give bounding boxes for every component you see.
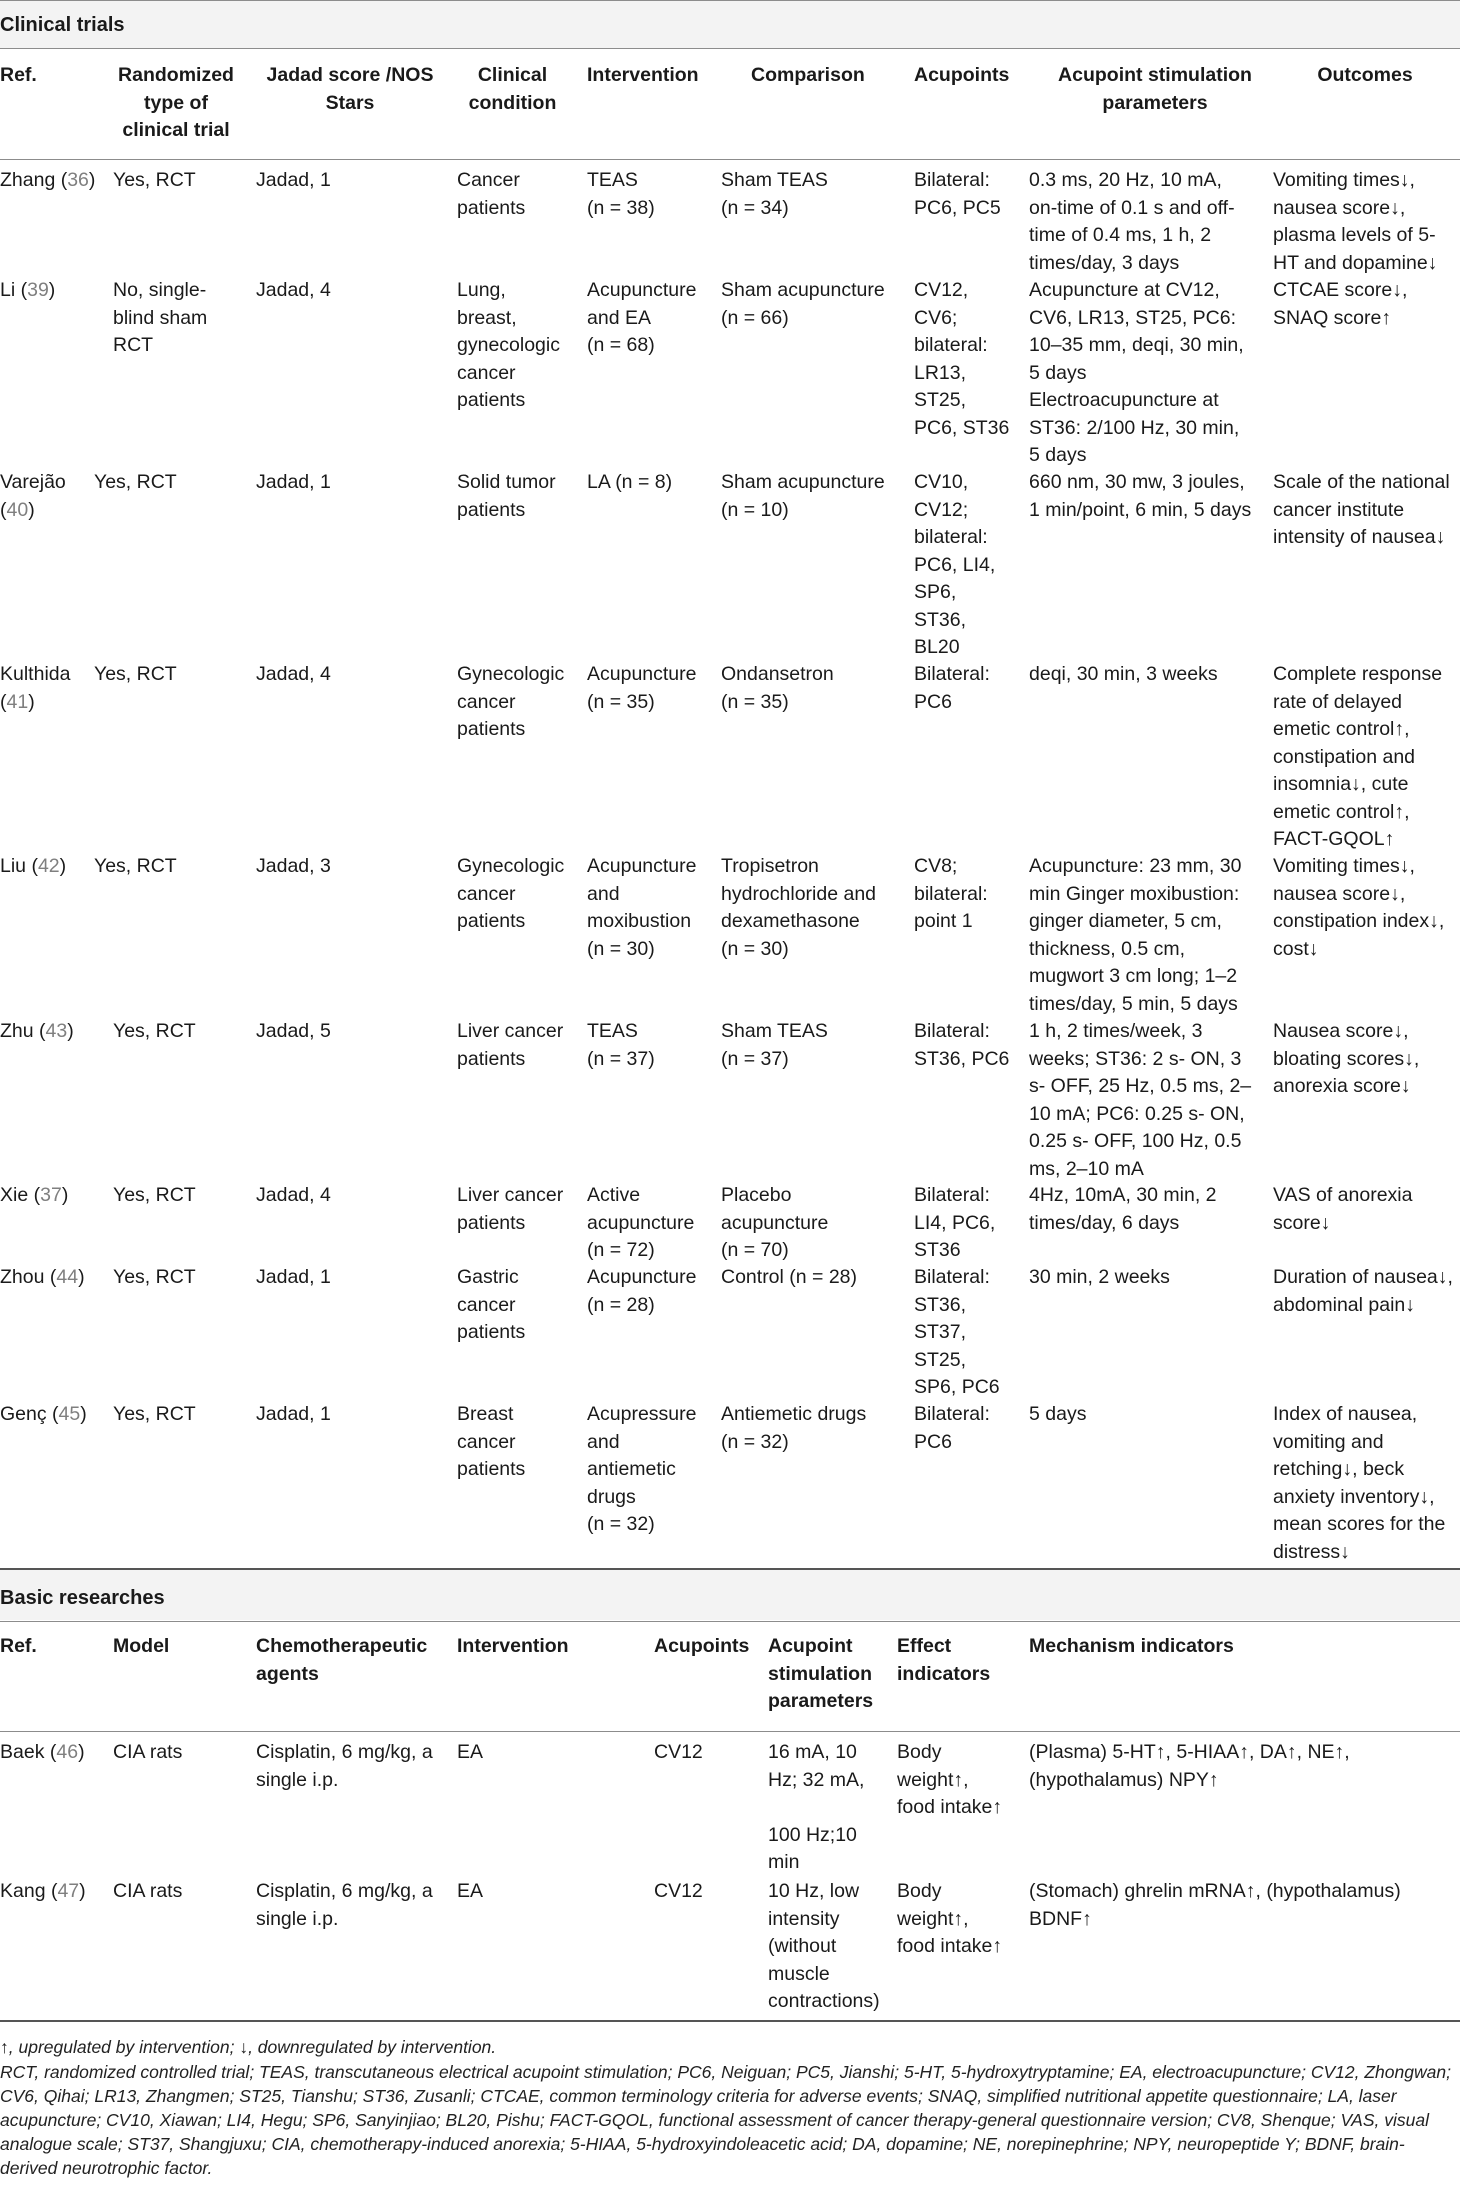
table-cell-outcomes: Vomiting times↓, nausea score↓, constipation index↓, cost↓ <box>1273 855 1445 960</box>
table-cell-condition: Cancer patients <box>457 169 526 219</box>
citation-link[interactable]: 40 <box>6 498 29 521</box>
table-cell-randomized: Yes, RCT <box>113 1266 196 1288</box>
table-cell-acupoints: CV8; bilateral: point 1 <box>914 855 988 932</box>
table-cell-comparison: Antiemetic drugs (n = 32) <box>721 1403 867 1453</box>
table-cell-intervention: EA <box>457 1741 484 1763</box>
clinical-header-condition: Clinical condition <box>468 64 557 114</box>
table-cell-ref: Zhou (44) <box>0 1266 85 1288</box>
table-cell-condition: Gynecologic cancer patients <box>457 663 565 740</box>
clinical-header-acupoints: Acupoints <box>914 64 1010 86</box>
table-cell-comparison: Tropisetron hydrochloride and dexamethasone (n = 30) <box>721 855 877 960</box>
table-cell-outcomes: Vomiting times↓, nausea score↓, plasma levels of 5- HT and dopamine↓ <box>1273 169 1438 274</box>
table-cell-randomized: Yes, RCT <box>113 1020 196 1042</box>
table-cell-params: 16 mA, 10 Hz; 32 mA, 100 Hz;10 min <box>768 1741 865 1873</box>
table-cell-params: 0.3 ms, 20 Hz, 10 mA, on-time of 0.1 s and off- time of 0.4 ms, 1 h, 2 times/day, 3 days <box>1029 169 1235 274</box>
table-cell-comparison: Sham TEAS (n = 34) <box>721 169 828 219</box>
table-cell-params: 30 min, 2 weeks <box>1029 1266 1170 1288</box>
table-cell-score: Jadad, 4 <box>256 1184 331 1206</box>
table-cell-score: Jadad, 3 <box>256 855 331 877</box>
basic-section-bar <box>0 1570 1460 1620</box>
citation-link[interactable]: 41 <box>6 690 29 713</box>
table-cell-condition: Gastric cancer patients <box>457 1266 526 1343</box>
table-cell-ref: Baek (46) <box>0 1741 85 1763</box>
table-cell-outcomes: CTCAE score↓, SNAQ score↑ <box>1273 279 1408 329</box>
table-cell-effect: Body weight↑, food intake↑ <box>897 1880 1003 1957</box>
table-cell-mechanism: (Plasma) 5-HT↑, 5-HIAA↑, DA↑, NE↑, (hypothalamus) NPY↑ <box>1029 1741 1350 1791</box>
table-cell-randomized: Yes, RCT <box>113 1403 196 1425</box>
table-cell-intervention: Acupuncture and EA (n = 68) <box>587 279 697 356</box>
table-cell-params: 660 nm, 30 mw, 3 joules, 1 min/point, 6 min, 5 days <box>1029 471 1252 521</box>
table-cell-score: Jadad, 4 <box>256 663 331 685</box>
table-cell-intervention: EA <box>457 1880 484 1902</box>
table-cell-acupoints: Bilateral: LI4, PC6, ST36 <box>914 1184 996 1261</box>
table-cell-acupoints: CV12, CV6; bilateral: LR13, ST25, PC6, ST36 <box>914 279 1010 439</box>
table-cell-randomized: Yes, RCT <box>113 1184 196 1206</box>
table-cell-acupoints: Bilateral: PC6 <box>914 1403 990 1453</box>
clinical-header-randomized: Randomized type of clinical trial <box>118 64 234 141</box>
table-cell-comparison: Sham TEAS (n = 37) <box>721 1020 828 1070</box>
table-cell-agents: Cisplatin, 6 mg/kg, a single i.p. <box>256 1880 433 1930</box>
table-cell-score: Jadad, 4 <box>256 279 331 301</box>
table-cell-randomized: No, single- blind sham RCT <box>113 279 208 356</box>
citation-link[interactable]: 47 <box>57 1880 80 1902</box>
table-cell-randomized: Yes, RCT <box>94 471 177 493</box>
rule <box>0 159 1460 160</box>
table-cell-intervention: Acupuncture (n = 35) <box>587 663 697 713</box>
table-cell-params: deqi, 30 min, 3 weeks <box>1029 663 1218 685</box>
table-cell-comparison: Ondansetron (n = 35) <box>721 663 834 713</box>
table-cell-ref: Li (39) <box>0 279 56 301</box>
table-cell-acupoints: Bilateral: ST36, PC6 <box>914 1020 1010 1070</box>
table-cell-ref: Zhu (43) <box>0 1020 74 1042</box>
table-cell-params: 5 days <box>1029 1403 1087 1425</box>
table-cell-condition: Breast cancer patients <box>457 1403 526 1480</box>
clinical-header-intervention: Intervention <box>587 64 699 86</box>
citation-link[interactable]: 42 <box>37 855 60 877</box>
basic-header-agents: Chemotherapeutic agents <box>256 1635 428 1685</box>
table-cell-intervention: Acupuncture (n = 28) <box>587 1266 697 1316</box>
table-cell-score: Jadad, 1 <box>256 1266 331 1288</box>
table-cell-intervention: TEAS (n = 37) <box>587 1020 655 1070</box>
table-cell-outcomes: VAS of anorexia score↓ <box>1273 1184 1413 1234</box>
table-cell-ref: Varejão (40) <box>0 471 66 521</box>
basic-header-effect: Effect indicators <box>897 1635 991 1685</box>
table-cell-mechanism: (Stomach) ghrelin mRNA↑, (hypothalamus) BDNF↑ <box>1029 1880 1401 1930</box>
table-cell-comparison: Sham acupuncture (n = 66) <box>721 279 885 329</box>
table-cell-randomized: Yes, RCT <box>94 855 177 877</box>
clinical-header-comparison: Comparison <box>751 64 865 86</box>
basic-header-params: Acupoint stimulation parameters <box>768 1635 874 1712</box>
table-cell-acupoints: CV10, CV12; bilateral: PC6, LI4, SP6, ST36, BL20 <box>914 471 996 658</box>
table-cell-ref: Xie (37) <box>0 1184 69 1206</box>
table-cell-acupoints: CV12 <box>654 1741 703 1763</box>
table-cell-params: 4Hz, 10mA, 30 min, 2 times/day, 6 days <box>1029 1184 1217 1234</box>
top-rule <box>0 0 1460 1</box>
rule <box>0 1621 1460 1622</box>
footnote-arrows: ↑, upregulated by intervention; ↓, downregulated by intervention. <box>0 2037 497 2057</box>
citation-link[interactable]: 36 <box>67 169 89 191</box>
table-cell-ref: Genç (45) <box>0 1403 87 1425</box>
table-cell-score: Jadad, 1 <box>256 471 331 493</box>
table-cell-outcomes: Complete response rate of delayed emetic control↑, constipation and insomnia↓, cute emetic control↑, FACT-GQOL↑ <box>1273 663 1443 850</box>
table-cell-intervention: Acupressure and antiemetic drugs (n = 32) <box>587 1403 697 1535</box>
table-cell-model: CIA rats <box>113 1880 183 1902</box>
citation-link[interactable]: 39 <box>27 279 49 301</box>
table-cell-ref: Liu (42) <box>0 855 67 877</box>
table-cell-outcomes: Nausea score↓, bloating scores↓, anorexia score↓ <box>1273 1020 1420 1097</box>
table-cell-params: 1 h, 2 times/week, 3 weeks; ST36: 2 s- ON, 3 s- OFF, 25 Hz, 0.5 ms, 2– 10 mA; PC6: 0.25 s- ON, 0.25 s- OFF, 100 Hz, 0.5 ms, 2–10 mA <box>1029 1020 1252 1180</box>
table-cell-condition: Lung, breast, gynecologic cancer patients <box>457 279 560 411</box>
table-cell-intervention: Active acupuncture (n = 72) <box>587 1184 695 1261</box>
table-cell-randomized: Yes, RCT <box>94 663 177 685</box>
clinical-section-bar <box>0 0 1460 48</box>
citation-link[interactable]: 45 <box>58 1403 81 1425</box>
table-cell-intervention: TEAS (n = 38) <box>587 169 655 219</box>
table-cell-outcomes: Scale of the national cancer institute intensity of nausea↓ <box>1273 471 1450 548</box>
table-cell-intervention: Acupuncture and moxibustion (n = 30) <box>587 855 697 960</box>
table-cell-model: CIA rats <box>113 1741 183 1763</box>
table-cell-params: 10 Hz, low intensity (without muscle contractions) <box>768 1880 880 2012</box>
table-cell-comparison: Sham acupuncture (n = 10) <box>721 471 885 521</box>
table-cell-outcomes: Index of nausea, vomiting and retching↓, beck anxiety inventory↓, mean scores for the distress↓ <box>1273 1403 1446 1563</box>
basic-header-acupoints: Acupoints <box>654 1635 750 1657</box>
clinical-header-score: Jadad score /NOS Stars <box>266 64 434 114</box>
table-cell-outcomes: Duration of nausea↓, abdominal pain↓ <box>1273 1266 1453 1316</box>
table-bottom-rule <box>0 2020 1460 2022</box>
table-cell-ref: Kulthida (41) <box>0 663 71 713</box>
table-cell-condition: Gynecologic cancer patients <box>457 855 565 932</box>
table-cell-score: Jadad, 1 <box>256 1403 331 1425</box>
rule <box>0 48 1460 49</box>
table-cell-params: Acupuncture at CV12, CV6, LR13, ST25, PC6: 10–35 mm, deqi, 30 min, 5 days Electroacupuncture at ST36: 2/100 Hz, 30 min, 5 days <box>1029 279 1244 466</box>
rule <box>0 1731 1460 1732</box>
basic-header-mechanism: Mechanism indicators <box>1029 1635 1234 1657</box>
table-cell-score: Jadad, 1 <box>256 169 331 191</box>
citation-link[interactable]: 43 <box>45 1020 68 1042</box>
table-cell-acupoints: CV12 <box>654 1880 703 1902</box>
table-cell-score: Jadad, 5 <box>256 1020 331 1042</box>
basic-header-ref: Ref. <box>0 1635 37 1657</box>
table-cell-acupoints: Bilateral: ST36, ST37, ST25, SP6, PC6 <box>914 1266 1000 1398</box>
table-cell-acupoints: Bilateral: PC6 <box>914 663 990 713</box>
table-cell-comparison: Placebo acupuncture (n = 70) <box>721 1184 829 1261</box>
table-cell-effect: Body weight↑, food intake↑ <box>897 1741 1003 1818</box>
basic-section-title: Basic researches <box>0 1587 165 1609</box>
table-cell-agents: Cisplatin, 6 mg/kg, a single i.p. <box>256 1741 433 1791</box>
citation-link[interactable]: 44 <box>56 1266 79 1288</box>
table-cell-condition: Liver cancer patients <box>457 1020 564 1070</box>
table-cell-ref: Zhang (36) <box>0 169 96 191</box>
table-cell-ref: Kang (47) <box>0 1880 86 1902</box>
table-cell-intervention: LA (n = 8) <box>587 471 673 493</box>
table-cell-condition: Liver cancer patients <box>457 1184 564 1234</box>
clinical-header-ref: Ref. <box>0 64 37 86</box>
basic-header-intervention: Intervention <box>457 1635 569 1657</box>
clinical-section-title: Clinical trials <box>0 14 125 36</box>
citation-link[interactable]: 46 <box>56 1741 79 1763</box>
table-cell-condition: Solid tumor patients <box>457 471 556 521</box>
table-cell-params: Acupuncture: 23 mm, 30 min Ginger moxibustion: ginger diameter, 5 cm, thickness, 0.5 cm, mugwort 3 cm long; 1–2 times/day, 5 min, 5 days <box>1029 855 1242 1015</box>
footnote-abbreviations: RCT, randomized controlled trial; TEAS, transcutaneous electrical acupoint stimulation; PC6, Neiguan; PC5, Jianshi; 5-HT, 5-hydroxytryptamine; EA, electroacupuncture; CV12, Zhongwan; CV6, Qihai; LR13, Zhangmen; ST25, Tianshu; ST36, Zusanli; CTCAE, common terminology criteria for adverse events; SNAQ, simplified nutritional appetite questionnaire; LA, laser acupuncture; CV10, Xiawan; LI4, Hegu; SP6, Sanyinjiao; BL20, Pishu; FACT-GQOL, functional assessment of cancer therapy-general questionnaire version; CV8, Shenque; VAS, visual analogue scale; ST37, Shangjuxu; CIA, chemotherapy-induced anorexia; 5-HIAA, 5-hydroxyindoleacetic acid; DA, dopamine; NE, norepinephrine; NPY, neuropeptide Y; BDNF, brain-derived neurotrophic factor. <box>0 2062 1451 2178</box>
table-cell-randomized: Yes, RCT <box>113 169 196 191</box>
clinical-header-outcomes: Outcomes <box>1317 64 1413 86</box>
citation-link[interactable]: 37 <box>40 1184 62 1206</box>
table-cell-comparison: Control (n = 28) <box>721 1266 858 1288</box>
clinical-header-params: Acupoint stimulation parameters <box>1058 64 1252 114</box>
table-cell-acupoints: Bilateral: PC6, PC5 <box>914 169 1001 219</box>
basic-header-model: Model <box>113 1635 170 1657</box>
